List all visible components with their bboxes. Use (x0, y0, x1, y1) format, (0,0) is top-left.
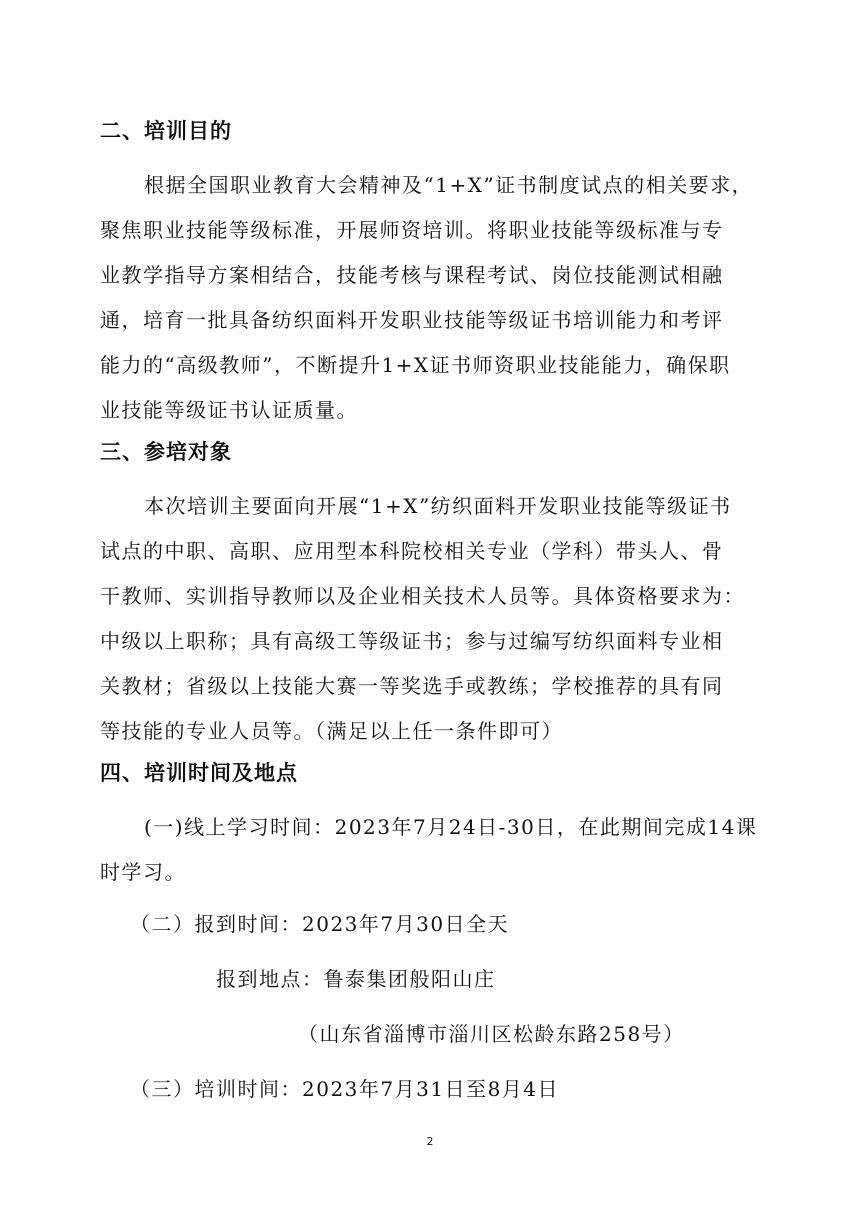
paragraph-line: 业技能等级证书认证质量。 (100, 398, 358, 422)
participants-paragraph (100, 484, 770, 754)
paragraph-line: 时学习。 (100, 860, 186, 884)
paragraph-line: 业教学指导方案相结合，技能考核与课程考试、岗位技能测试相融 (100, 263, 724, 287)
registration-place: 报到地点：鲁泰集团般阳山庄 (216, 967, 496, 991)
paragraph-line: 能力的“高级教师”，不断提升1+X证书师资职业技能能力，确保职 (100, 353, 731, 377)
section-heading-schedule: 四、培训时间及地点 (100, 761, 298, 785)
registration-time: （二）报到时间：2023年7月30日全天 (130, 912, 510, 936)
paragraph-line: 根据全国职业教育大会精神及“1+X”证书制度试点的相关要求， (144, 173, 754, 197)
paragraph-line: 聚焦职业技能等级标准，开展师资培训。将职业技能等级标准与专 (100, 218, 724, 242)
paragraph-line: 通，培育一批具备纺织面料开发职业技能等级证书培训能力和考评 (100, 308, 724, 332)
paragraph-line: (一)线上学习时间：2023年7月24日-30日，在此期间完成14课 (144, 815, 758, 839)
paragraph-line: 中级以上职称；具有高级工等级证书；参与过编写纺织面料专业相 (100, 629, 724, 653)
purpose-paragraph (100, 163, 770, 433)
paragraph-line: 干教师、实训指导教师以及企业相关技术人员等。具体资格要求为： (100, 584, 745, 608)
section-heading-participants: 三、参培对象 (100, 440, 232, 464)
section-heading-purpose: 二、培训目的 (100, 119, 232, 143)
page-number: 2 (426, 1135, 434, 1148)
paragraph-line: 等技能的专业人员等。（满足以上任一条件即可） (100, 719, 563, 743)
paragraph-line: 试点的中职、高职、应用型本科院校相关专业（学科）带头人、骨 (100, 539, 724, 563)
paragraph-line: 关教材；省级以上技能大赛一等奖选手或教练；学校推荐的具有同 (100, 674, 724, 698)
registration-address: （山东省淄博市淄川区松龄东路258号） (298, 1022, 685, 1046)
training-time: （三）培训时间：2023年7月31日至8月4日 (130, 1077, 560, 1101)
online-study-paragraph (100, 805, 770, 895)
paragraph-line: 本次培训主要面向开展“1+X”纺织面料开发职业技能等级证书 (144, 494, 732, 518)
